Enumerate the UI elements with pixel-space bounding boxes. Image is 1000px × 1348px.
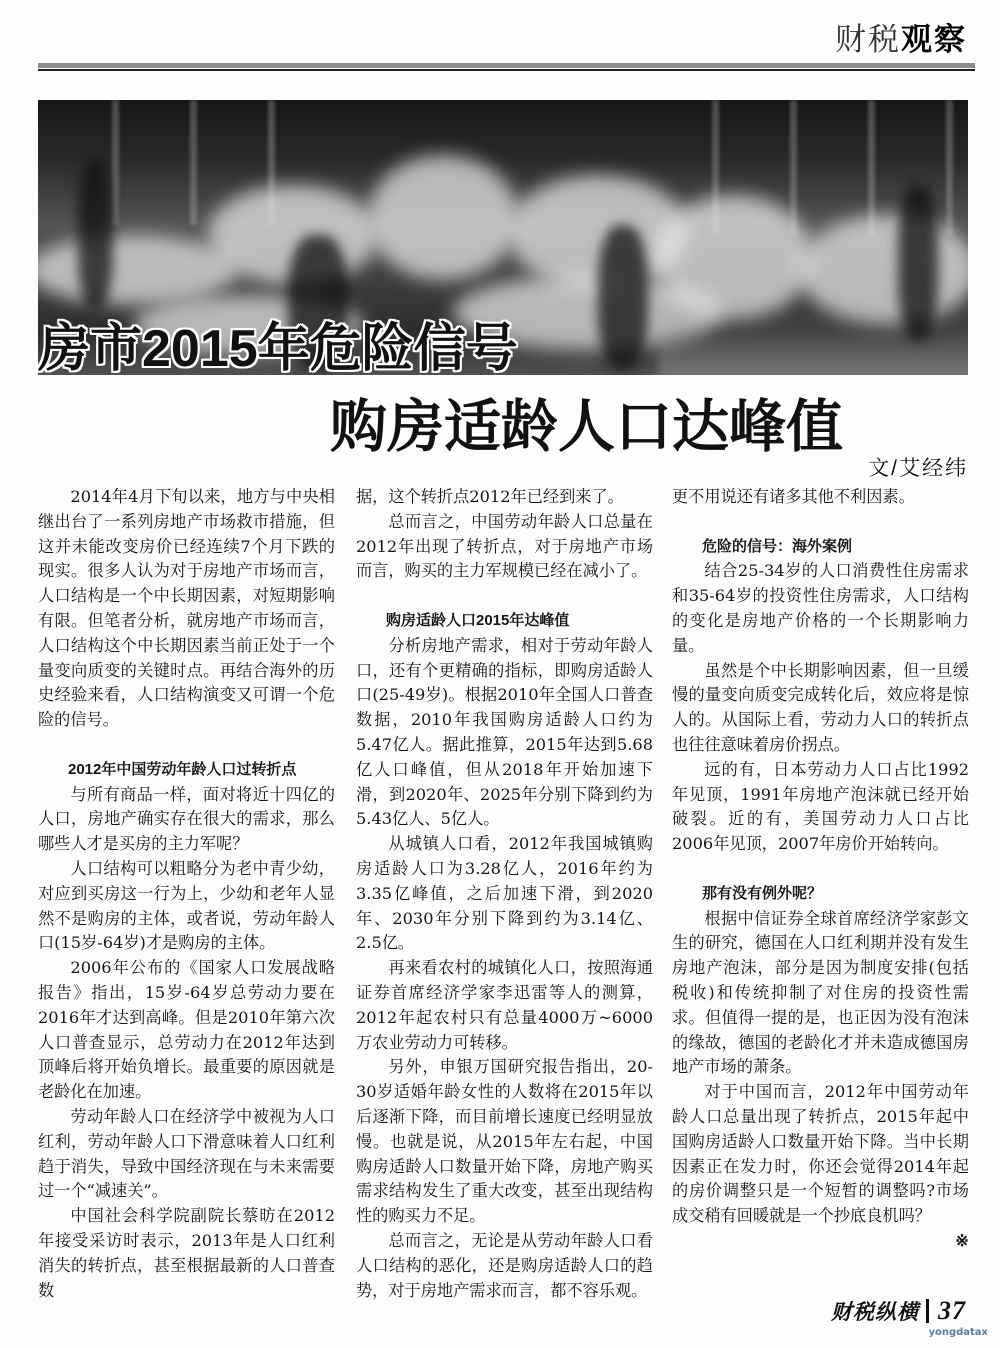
body-paragraph: 人口结构可以粗略分为老中青少幼，对应到买房这一行为上，少幼和老年人显然不是购房的主体，或者说，劳动年龄人口(15岁-64岁)才是购房的主体。	[38, 858, 335, 953]
article-title-line-1: 房市2015年危险信号	[38, 320, 518, 378]
body-paragraph: 再来看农村的城镇化人口，按照海通证券首席经济学家李迅雷等人的测算，2012年起农村只有总量4000万~6000万农业劳动力可转移。	[356, 958, 653, 1052]
body-paragraph: 结合25-34岁的人口消费性住房需求和35-64岁的投资性住房需求，人口结构的变化是房地产价格的一个长期影响力量。	[672, 561, 969, 655]
body-paragraph: 据，这个转折点2012年已经到来了。	[356, 487, 624, 506]
body-paragraph: 中国社会科学院副院长蔡昉在2012年接受采访时表示，2013年是人口红利消失的转折点，甚至根据最新的人口普查数	[38, 1206, 335, 1300]
section-label-prefix: 财税	[835, 22, 901, 57]
body-paragraph: 总而言之，中国劳动年龄人口总量在2012年出现了转折点，对于房地产市场而言，购买的主力军规模已经在减小了。	[356, 511, 653, 581]
page-number: 37	[938, 1296, 966, 1325]
photo-blur-streak	[368, 155, 518, 280]
body-paragraph: 2006年公布的《国家人口发展战略报告》指出，15岁-64岁总劳动力要在2016年才达到高峰。但是2010年第六次人口普查显示，总劳动力在2012年达到顶峰后将开始负增长。最重要的原因就是老龄化在加速。	[38, 958, 335, 1102]
section-label-emphasis: 观察	[901, 22, 967, 57]
footer-divider	[926, 1299, 929, 1323]
body-paragraph: 虽然是个中长期影响因素，但一旦缓慢的量变向质变完成转化后，效应将是惊人的。从国际上看，劳动力人口的转折点也往往意味着房价拐点。	[672, 660, 969, 754]
section-label	[835, 20, 967, 60]
body-paragraph: 根据中信证券全球首席经济学家彭文生的研究，德国在人口红利期并没有发生房地产泡沫，部分是因为制度安排(包括税收)和传统抑制了对住房的投资性需求。但值得一提的是，也正因为没有泡沫的缘故，德国的老龄化才并未造成德国房地产市场的萧条。	[672, 908, 969, 1077]
section-heading: 2012年中国劳动年龄人口过转折点	[68, 760, 297, 778]
photo-blur-streak	[38, 235, 238, 305]
body-paragraph: 远的有，日本劳动力人口占比1992年见顶，1991年房地产泡沫就已经开始破裂。近的有，美国劳动力人口占比2006年见顶，2007年房价开始转向。	[672, 759, 969, 854]
byline: 文/艾经纬	[868, 457, 968, 480]
end-mark: ※	[955, 1230, 969, 1250]
page-footer	[831, 1296, 966, 1326]
text-column-1	[38, 485, 335, 1303]
body-paragraph: 与所有商品一样，面对将近十四亿的人口，房地产确实存在很大的需求，那么哪些人才是买房的主力军呢？	[38, 784, 335, 854]
body-paragraph: 从城镇人口看，2012年我国城镇购房适龄人口为3.28亿人，2016年约为3.35亿峰值，之后加速下滑，到2020年、2030年分别下降到约为3.14亿、2.5亿。	[356, 834, 653, 953]
photo-dark-figure	[598, 225, 648, 370]
body-paragraph: 总而言之，无论是从劳动年龄人口看人口结构的恶化，还是购房适龄人口的趋势，对于房地产需求而言，都不容乐观。	[356, 1230, 653, 1300]
section-heading: 购房适龄人口2015年达峰值	[386, 611, 570, 629]
body-paragraph: 更不用说还有诸多其他不利因素。	[672, 487, 915, 506]
section-heading: 那有没有例外呢？	[702, 884, 823, 902]
text-column-3	[672, 485, 969, 1254]
body-paragraph: 2014年4月下旬以来，地方与中央相继出台了一系列房地产市场救市措施，但这并未能改变房价已经连续7个月下跌的现实。很多人认为对于房地产市场而言，人口结构是一个中长期因素，对短期影响有限。但笔者分析，就房地产市场而言，人口结构这个中长期因素当前正处于一个量变向质变的关键时点。再结合海外的历史经验来看，人口结构演变又可谓一个危险的信号。	[38, 487, 335, 730]
body-paragraph: 另外，申银万国研究报告指出，20-30岁适婚年龄女性的人数将在2015年以后逐渐下降，而目前增长速度已经明显放慢。也就是说，从2015年左右起，中国购房适龄人口数量开始下降，房地产购买需求结构发生了重大改变，甚至出现结构性的购买力不足。	[356, 1057, 653, 1226]
header-rule-thick	[38, 63, 975, 68]
photo-dark-figure	[78, 160, 113, 310]
magazine-name: 财税纵横	[831, 1301, 919, 1324]
watermark: yongdatax	[928, 1327, 988, 1338]
body-paragraph: 劳动年龄人口在经济学中被视为人口红利，劳动年龄人口下滑意味着人口红利趋于消失，导致中国经济现在与未来需要过一个“减速关”。	[38, 1106, 335, 1201]
body-paragraph: 对于中国而言，2012年中国劳动年龄人口总量出现了转折点，2015年起中国购房适龄人口数量开始下降。当中长期因素正在发力时，你还会觉得2014年起的房价调整只是一个短暂的调整吗?市场成交稍有回暖就是一个抄底良机吗？	[672, 1082, 969, 1226]
section-heading: 危险的信号：海外案例	[702, 537, 853, 555]
text-column-2	[356, 485, 653, 1303]
header-rule-thin	[38, 69, 975, 71]
photo-dark-figure	[898, 185, 938, 340]
article-title-line-2: 购房适龄人口达峰值	[330, 395, 843, 459]
body-paragraph: 分析房地产需求，相对于劳动年龄人口，还有个更精确的指标，即购房适龄人口(25-49岁)。根据2010年全国人口普查数据，2010年我国购房适龄人口约为5.47亿人。据此推算，2015年达到5.68亿人口峰值，但从2018年开始加速下滑，到2020年、2025年分别下降到约为5.43亿人、5亿人。	[356, 635, 653, 829]
